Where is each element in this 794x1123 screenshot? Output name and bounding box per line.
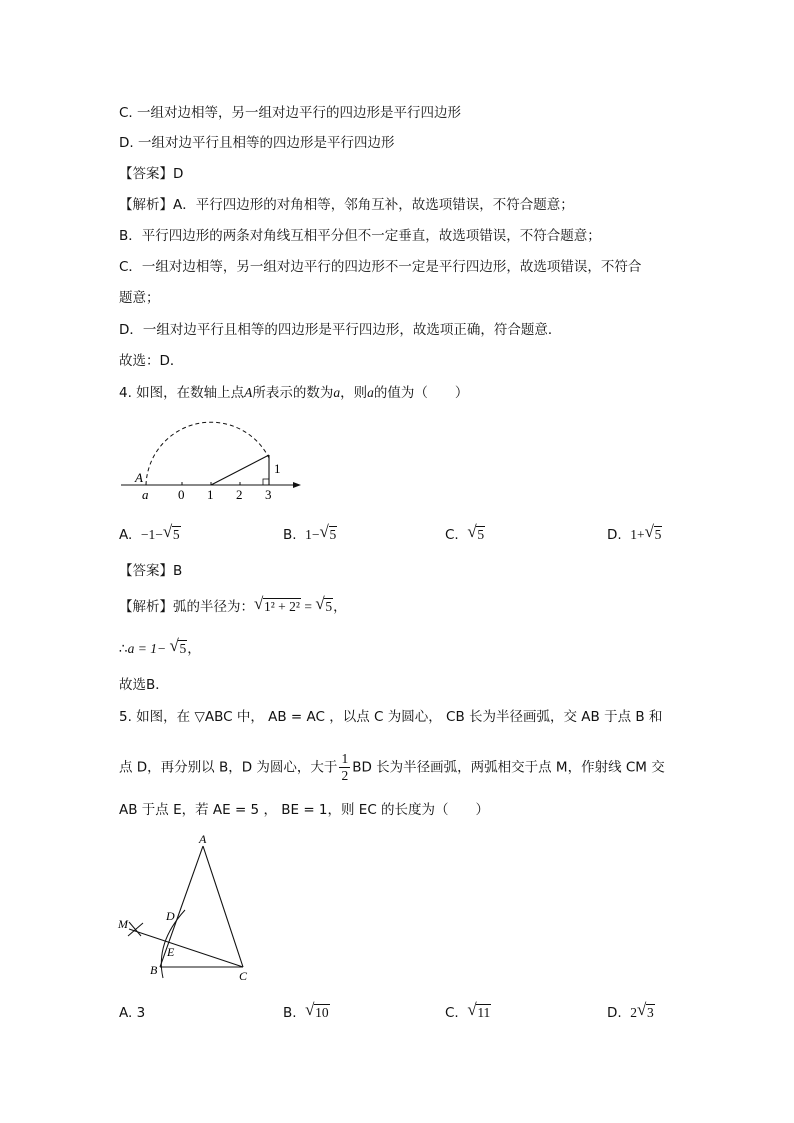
sqrt: √ 5 — [319, 522, 337, 542]
q4-option-a: A. −1− √ 5 — [119, 522, 180, 543]
q5-label-C: C — [239, 969, 248, 983]
q4-tick-1: 1 — [207, 487, 214, 502]
sqrt: √ 1² + 2² — [254, 594, 300, 614]
q4-option-b: B. 1− √ 5 — [283, 522, 337, 543]
q5-option-d: D. 2 √ 3 — [607, 1000, 654, 1021]
q5-side-AC — [203, 846, 243, 967]
q5-triangle-figure — [115, 828, 275, 988]
q4-height-label: 1 — [274, 461, 281, 476]
q4-stem-b: 所表示的数为 — [252, 385, 334, 401]
sqrt: √ 5 — [315, 594, 333, 614]
q4-stem-c: ，则 — [340, 385, 368, 401]
q3-answer: 【答案】D — [119, 166, 184, 182]
q5-label-D: D — [166, 909, 175, 923]
q5-label-M: M — [118, 917, 128, 931]
q4-label-a: a — [142, 487, 149, 502]
q5-option-c: C. √ 11 — [445, 1000, 491, 1021]
q4-axis-arrow — [293, 482, 301, 488]
q4-option-c: C. √ 5 — [445, 522, 485, 543]
q3-option-d: D. 一组对边平行且相等的四边形是平行四边形 — [119, 135, 395, 151]
sqrt: √ 5 — [162, 522, 180, 542]
q4-label-A: A — [135, 470, 143, 485]
q3-explanation-c-line1: C．一组对边相等，另一组对边平行的四边形不一定是平行四边形，故选项错误，不符合 — [119, 259, 642, 275]
q5-option-b: B. √ 10 — [283, 1000, 329, 1021]
q5-stem-line1: 5. 如图，在 ▽ABC 中， AB = AC ，以点 C 为圆心， CB 长为半径画弧，交 AB 于点 B 和 — [119, 709, 663, 725]
q4-number-line-figure — [115, 410, 315, 505]
q4-therefore: ∴a = 1− √ 5， — [119, 636, 201, 657]
sqrt: √ 10 — [305, 1000, 329, 1020]
q4-tick-0: 0 — [178, 487, 185, 502]
sqrt: √ 11 — [467, 1000, 491, 1020]
q3-explanation-c-line2: 题意； — [119, 290, 160, 306]
q4-tick-3: 3 — [265, 487, 272, 502]
q4-answer: 【答案】B — [119, 563, 183, 579]
q4-choose: 故选B． — [119, 677, 169, 693]
q5-label-A: A — [199, 832, 207, 846]
q4-explanation: 【解析】弧的半径为： √ 1² + 2² = √ 5， — [119, 594, 347, 615]
q3-option-c: C. 一组对边相等，另一组对边平行的四边形是平行四边形 — [119, 105, 462, 121]
q4-stem — [119, 383, 468, 403]
q4-stem-var2: a — [367, 385, 374, 400]
sqrt: √ 3 — [637, 1000, 654, 1020]
q4-right-angle-mark — [263, 479, 269, 485]
q5-label-E: E — [167, 945, 175, 959]
q5-option-a: A. 3 — [119, 1005, 146, 1021]
fraction-half: $\frac{1}{2}$ — [341, 751, 349, 783]
sqrt: √ 5 — [467, 522, 485, 542]
q4-tick-2: 2 — [236, 487, 243, 502]
q3-explanation-a: 【解析】A．平行四边形的对角相等，邻角互补，故选项错误，不符合题意； — [119, 197, 574, 213]
sqrt: √ 5 — [644, 522, 662, 542]
q4-stem-var: a — [333, 385, 341, 400]
q4-stem-d: 的值为（ ） — [373, 385, 469, 401]
q4-option-d: D. 1+ √ 5 — [607, 522, 662, 543]
q4-dashed-arc — [146, 422, 270, 485]
q5-stem-line2: 点 D，再分别以 B，D 为圆心，大于 $\frac{1}{2}$ BD 长为半径画弧，两弧相交于点 M，作射线 CM 交 — [119, 751, 665, 783]
q5-ray-CM — [129, 929, 243, 967]
q4-stem-a: 4. 如图，在数轴上点 — [119, 385, 245, 401]
sqrt: √ 5 — [169, 636, 187, 656]
q4-stem-point: A — [244, 385, 253, 400]
q5-stem-line3: AB 于点 E，若 AE = 5 ， BE = 1，则 EC 的长度为（ ） — [119, 802, 490, 818]
q5-label-B: B — [150, 963, 158, 977]
q4-hypotenuse — [211, 455, 269, 485]
q3-explanation-b: B．平行四边形的两条对角线互相平分但不一定垂直，故选项错误，不符合题意； — [119, 228, 601, 244]
q3-choose: 故选：D． — [119, 353, 184, 369]
q3-explanation-d: D．一组对边平行且相等的四边形是平行四边形，故选项正确，符合题意． — [119, 322, 562, 338]
